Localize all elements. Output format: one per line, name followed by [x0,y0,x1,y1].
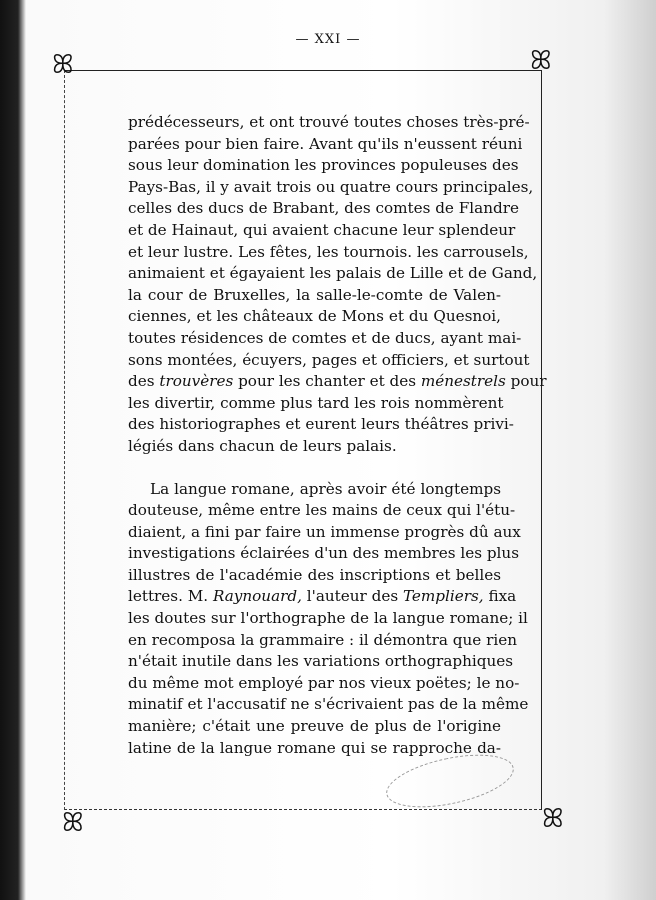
text-line: celles des ducs de Brabant, des comtes de Flandre [128,199,519,218]
paragraph-1 [128,112,547,458]
text-line: du même mot employé par nos vieux poëtes; le no- [128,673,520,692]
text-line: latine de la langue romane qui se rapproche da- [128,738,501,757]
text-line: et de Hainaut, qui avaient chacune leur splendeur [128,220,516,239]
corner-ornament-icon: ꕤ [52,50,74,80]
corner-ornament-icon: ꕤ [530,46,552,76]
text-line: La langue romane, après avoir été longtemps [150,479,501,498]
paragraph-2 [128,479,529,760]
text-line: ciennes, et les châteaux de Mons et du Quesnoi, [128,307,501,326]
text-line: lettres. M. Raynouard, l'auteur des Templiers, fixa [128,587,517,606]
text-line: la cour de Bruxelles, la salle-le-comte de Valen- [128,285,501,304]
text-line: animaient et égayaient les palais de Lille et de Gand, [128,264,538,283]
text-line: douteuse, même entre les mains de ceux qui l'étu- [128,501,516,520]
page-number: — XXI — [295,32,361,47]
text-line: des trouvères pour les chanter et des ménestrels pour [128,372,547,391]
text-line: les divertir, comme plus tard les rois nommèrent [128,393,504,412]
text-line: prédécesseurs, et ont trouvé toutes choses très-pré- [128,113,530,131]
text-line: toutes résidences de comtes et de ducs, ayant mai- [128,328,522,347]
text-line: des historiographes et eurent leurs théâtres privi- [128,415,514,434]
text-line: Pays-Bas, il y avait trois ou quatre cours principales, [128,177,534,196]
text-line: sons montées, écuyers, pages et officiers, et surtout [128,350,530,369]
text-line: légiés dans chacun de leurs palais. [128,436,397,455]
text-line: illustres de l'académie des inscriptions et belles [128,565,501,584]
text-line: diaient, a fini par faire un immense progrès dû aux [128,522,521,541]
text-line: les doutes sur l'orthographe de la langue romane; il [128,609,528,628]
text-line: n'était inutile dans les variations orthographiques [128,652,514,671]
text-line: investigations éclairées d'un des membres les plus [128,544,519,563]
text-line: et leur lustre. Les fêtes, les tournois. les carrousels, [128,242,529,261]
text-line: sous leur domination les provinces populeuses des [128,156,519,175]
text-line: minatif et l'accusatif ne s'écrivaient pas de la même [128,695,529,714]
body-text [128,112,547,759]
text-line: parées pour bien faire. Avant qu'ils n'eussent réuni [128,134,523,153]
text-line: manière; c'était une preuve de plus de l'origine [128,717,501,736]
corner-ornament-icon: ꕤ [62,808,84,838]
text-line: en recomposa la grammaire : il démontra que rien [128,630,517,649]
corner-ornament-icon: ꕤ [542,804,564,834]
